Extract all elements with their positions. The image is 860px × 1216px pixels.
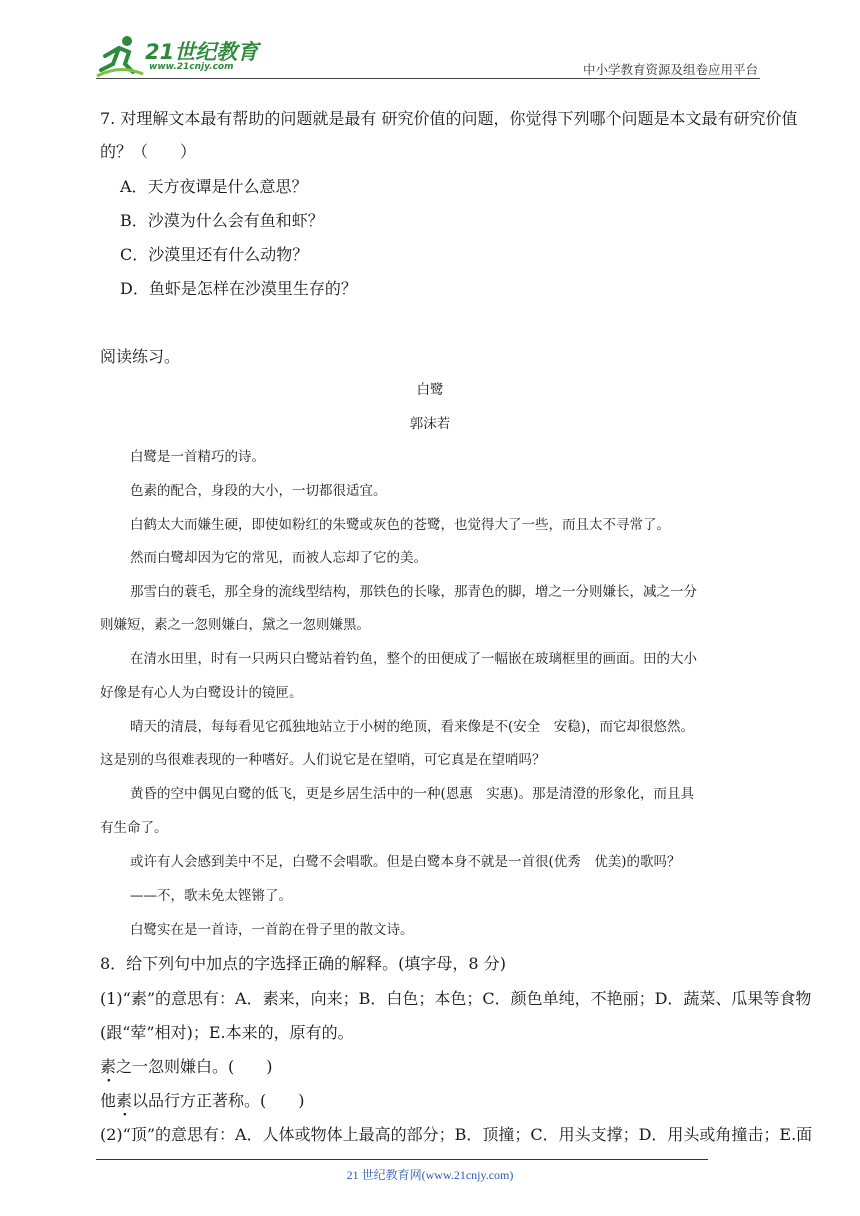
paragraph: 晴天的清晨，每每看见它孤独地站立于小树的绝顶，看来像是不(安全 安稳)，而它却很悠然。: [130, 719, 695, 735]
reading-intro: 阅读练习。: [100, 347, 181, 366]
paragraph-cont: 有生命了。: [100, 820, 168, 836]
paragraph: 黄昏的空中偶见白鹭的低飞，更是乡居生活中的一种(恩惠 实惠)。那是清澄的形象化，而且具: [130, 786, 695, 802]
q8-stem: 8．给下列句中加点的字选择正确的解释。(填字母，8 分): [100, 954, 506, 973]
page-header: [0, 0, 860, 90]
logo: [95, 34, 260, 80]
paragraph: 那雪白的蓑毛，那全身的流线型结构，那铁色的长喙，那青色的脚，增之一分则嫌长，减之一分: [130, 584, 697, 600]
paragraph: 白鹤太大而嫌生硬，即使如粉红的朱鹭或灰色的苍鹭，也觉得大了一些，而且太不寻常了。: [130, 517, 670, 533]
q7-stem-line2: 的？（ ）: [100, 142, 197, 161]
header-divider: [96, 78, 760, 79]
passage-author: 郭沫若: [409, 416, 451, 432]
footer-text: 21 世纪教育网(www.21cnjy.com): [346, 1168, 514, 1182]
q8-sentence-1: [100, 1054, 273, 1077]
sentence-text: 他: [100, 1091, 117, 1110]
passage-title: 白鹭: [416, 382, 444, 398]
q8-sentence-2: [100, 1088, 305, 1111]
q8-sub1-line1: (1)“素”的意思有：A．素来，向来；B．白色；本色；C．颜色单纯，不艳丽；D．蔬菜、瓜果等食物: [100, 989, 812, 1008]
q8-sub1-line2: (跟“荤”相对)；E.本来的，原有的。: [100, 1023, 354, 1042]
paragraph: 白鹭是一首精巧的诗。: [130, 449, 265, 465]
sentence-text: 之一忽则嫌白。( ): [116, 1057, 273, 1076]
paragraph: 色素的配合，身段的大小，一切都很适宜。: [130, 483, 387, 499]
paragraph: 然而白鹭却因为它的常见，而被人忘却了它的美。: [130, 550, 427, 566]
q7-option-b: B．沙漠为什么会有鱼和虾？: [120, 211, 324, 230]
logo-url: www.21cnjy.com: [149, 62, 234, 72]
q7-stem-line1: 7. 对理解文本最有帮助的问题就是最有 研究价值的问题，你觉得下列哪个问题是本文最有研究价值: [100, 109, 798, 128]
paragraph: 或许有人会感到美中不足，白鹭不会唱歌。但是白鹭本身不就是一首很(优秀 优美)的歌吗？: [130, 854, 681, 870]
sentence-text: 以品行方正著称。( ): [132, 1091, 305, 1110]
paragraph-cont: 这是别的鸟很难表现的一种嗜好。人们说它是在望哨，可它真是在望哨吗？: [100, 752, 546, 768]
paragraph: 在清水田里，时有一只两只白鹭站着钓鱼，整个的田便成了一幅嵌在玻璃框里的画面。田的大小: [130, 651, 697, 667]
dotted-char: 素: [100, 1057, 117, 1076]
q7-option-a: A．天方夜谭是什么意思？: [120, 177, 308, 196]
dotted-char: 素: [116, 1091, 133, 1110]
logo-text: 21世纪教育: [145, 40, 259, 64]
footer-divider: [96, 1159, 708, 1160]
runner-icon: [95, 34, 145, 80]
platform-name: 中小学教育资源及组卷应用平台: [582, 62, 758, 77]
paragraph: 白鹭实在是一首诗，一首韵在骨子里的散文诗。: [130, 922, 414, 938]
paragraph-cont: 好像是有心人为白鹭设计的镜匣。: [100, 685, 303, 701]
paragraph-cont: 则嫌短，素之一忽则嫌白，黛之一忽则嫌黑。: [100, 617, 370, 633]
q7-option-d: D．鱼虾是怎样在沙漠里生存的？: [120, 279, 357, 298]
q7-option-c: C．沙漠里还有什么动物？: [120, 245, 309, 264]
q8-sub2-line1: (2)“顶”的意思有：A．人体或物体上最高的部分；B．顶撞；C．用头支撑；D．用头或角撞击；E.面: [100, 1125, 813, 1144]
paragraph: ——不，歌未免太铿锵了。: [130, 888, 292, 904]
